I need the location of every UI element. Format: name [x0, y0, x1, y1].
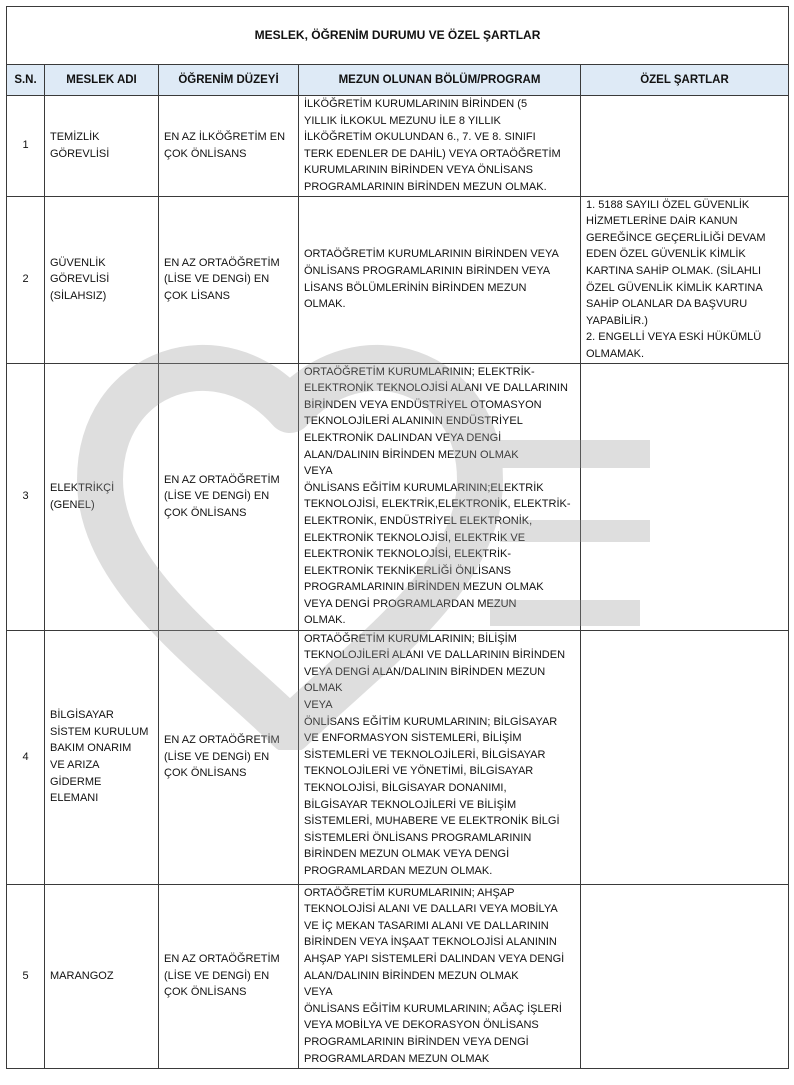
cell-bolum: ORTAÖĞRETİM KURUMLARININ BİRİNDEN VEYA ÖNLİSANS PROGRAMLARININ BİRİNDEN VEYA LİSANS BÖLÜMLERİNİN BİRİNDEN MEZUN OLMAK.: [299, 196, 581, 363]
header-ozel-sartlar: ÖZEL ŞARTLAR: [581, 65, 789, 96]
cell-ogrenim: EN AZ İLKÖĞRETİM EN ÇOK ÖNLİSANS: [159, 96, 299, 197]
table-title: MESLEK, ÖĞRENİM DURUMU VE ÖZEL ŞARTLAR: [7, 7, 789, 65]
table-row: [7, 884, 789, 1068]
header-meslek-adi: MESLEK ADI: [45, 65, 159, 96]
cell-sn: 4: [7, 630, 45, 884]
header-sn: S.N.: [7, 65, 45, 96]
cell-sn: 2: [7, 196, 45, 363]
cell-bolum: ORTAÖĞRETİM KURUMLARININ; ELEKTRİK- ELEKTRONİK TEKNOLOJİSİ ALANI VE DALLARININ BİRİNDEN VEYA ENDÜSTRİYEL OTOMASYON TEKNOLOJİLERİ ALANININ ENDÜSTRİYEL ELEKTRONİK DALINDAN VEYA DENGİ ALAN/DALININ BİRİNDEN MEZUN OLMAK VEYA ÖNLİSANS EĞİTİM KURUMLARININ;ELEKTRİK TEKNOLOJİSİ, ELEKTRİK,ELEKTRONİK, ELEKTRİK- ELEKTRONİK, ENDÜSTRİYEL ELEKTRONİK, ELEKTRONİK TEKNOLOJİSİ, ELEKTRİK VE ELEKTRONİK TEKNOLOJİSİ, ELEKTRİK- ELEKTRONİK TEKNİKERLİĞİ ÖNLİSANS PROGRAMLARININ BİRİNDEN MEZUN OLMAK VEYA DENGİ PROGRAMLARDAN MEZUN OLMAK.: [299, 363, 581, 630]
cell-meslek: MARANGOZ: [45, 884, 159, 1068]
cell-meslek: BİLGİSAYAR SİSTEM KURULUM BAKIM ONARIM VE ARIZA GİDERME ELEMANI: [45, 630, 159, 884]
cell-ogrenim: EN AZ ORTAÖĞRETİM (LİSE VE DENGİ) EN ÇOK LİSANS: [159, 196, 299, 363]
table-row: [7, 196, 789, 363]
table-row: [7, 96, 789, 197]
cell-ozel: [581, 96, 789, 197]
cell-bolum: İLKÖĞRETİM KURUMLARININ BİRİNDEN (5 YILLIK İLKOKUL MEZUNU İLE 8 YILLIK İLKÖĞRETİM OKULUNDAN 6., 7. VE 8. SINIFI TERK EDENLER DE DAHİL) VEYA ORTAÖĞRETİM KURUMLARININ BİRİNDEN VEYA ÖNLİSANS PROGRAMLARININ BİRİNDEN MEZUN OLMAK.: [299, 96, 581, 197]
cell-ozel: 1. 5188 SAYILI ÖZEL GÜVENLİK HİZMETLERİNE DAİR KANUN GEREĞİNCE GEÇERLİLİĞİ DEVAM EDEN ÖZEL GÜVENLİK KİMLİK KARTINA SAHİP OLMAK. (SİLAHLI ÖZEL GÜVENLİK KİMLİK KARTINA SAHİP OLANLAR DA BAŞVURU YAPABİLİR.) 2. ENGELLİ VEYA ESKİ HÜKÜMLÜ OLMAMAK.: [581, 196, 789, 363]
header-ogrenim-duzeyi: ÖĞRENİM DÜZEYİ: [159, 65, 299, 96]
header-mezun-bolum: MEZUN OLUNAN BÖLÜM/PROGRAM: [299, 65, 581, 96]
cell-sn: 1: [7, 96, 45, 197]
cell-bolum: ORTAÖĞRETİM KURUMLARININ; BİLİŞİM TEKNOLOJİLERİ ALANI VE DALLARININ BİRİNDEN VEYA DENGİ ALAN/DALININ BİRİNDEN MEZUN OLMAK VEYA ÖNLİSANS EĞİTİM KURUMLARININ; BİLGİSAYAR VE ENFORMASYON SİSTEMLERİ, BİLİŞİM SİSTEMLERİ VE TEKNOLOJİLERİ, BİLGİSAYAR TEKNOLOJİLERİ VE YÖNETİMİ, BİLGİSAYAR TEKNOLOJİSİ, BİLGİSAYAR DONANIMI, BİLGİSAYAR TEKNOLOJİLERİ VE BİLİŞİM SİSTEMLERİ, MUHABERE VE ELEKTRONİK BİLGİ SİSTEMLERİ ÖNLİSANS PROGRAMLARININ BİRİNDEN MEZUN OLMAK VEYA DENGİ PROGRAMLARDAN MEZUN OLMAK.: [299, 630, 581, 884]
cell-sn: 3: [7, 363, 45, 630]
cell-ozel: [581, 630, 789, 884]
cell-ozel: [581, 363, 789, 630]
requirements-table: [6, 6, 789, 1069]
cell-ozel: [581, 884, 789, 1068]
cell-ogrenim: EN AZ ORTAÖĞRETİM (LİSE VE DENGİ) EN ÇOK ÖNLİSANS: [159, 363, 299, 630]
table-row: [7, 630, 789, 884]
table-row: [7, 363, 789, 630]
cell-bolum: ORTAÖĞRETİM KURUMLARININ; AHŞAP TEKNOLOJİSİ ALANI VE DALLARI VEYA MOBİLYA VE İÇ MEKAN TASARIMI ALANI VE DALLARININ BİRİNDEN VEYA İNŞAAT TEKNOLOJİSİ ALANININ AHŞAP YAPI SİSTEMLERİ DALINDAN VEYA DENGİ ALAN/DALININ BİRİNDEN MEZUN OLMAK VEYA ÖNLİSANS EĞİTİM KURUMLARININ; AĞAÇ İŞLERİ VEYA MOBİLYA VE DEKORASYON ÖNLİSANS PROGRAMLARININ BİRİNDEN VEYA DENGİ PROGRAMLARDAN MEZUN OLMAK: [299, 884, 581, 1068]
table-header-row: [7, 65, 789, 96]
cell-meslek: TEMİZLİK GÖREVLİSİ: [45, 96, 159, 197]
cell-sn: 5: [7, 884, 45, 1068]
document-page: [6, 6, 788, 1069]
cell-ogrenim: EN AZ ORTAÖĞRETİM (LİSE VE DENGİ) EN ÇOK ÖNLİSANS: [159, 884, 299, 1068]
cell-ogrenim: EN AZ ORTAÖĞRETİM (LİSE VE DENGİ) EN ÇOK ÖNLİSANS: [159, 630, 299, 884]
cell-meslek: ELEKTRİKÇİ (GENEL): [45, 363, 159, 630]
table-title-row: [7, 7, 789, 65]
cell-meslek: GÜVENLİK GÖREVLİSİ (SİLAHSIZ): [45, 196, 159, 363]
